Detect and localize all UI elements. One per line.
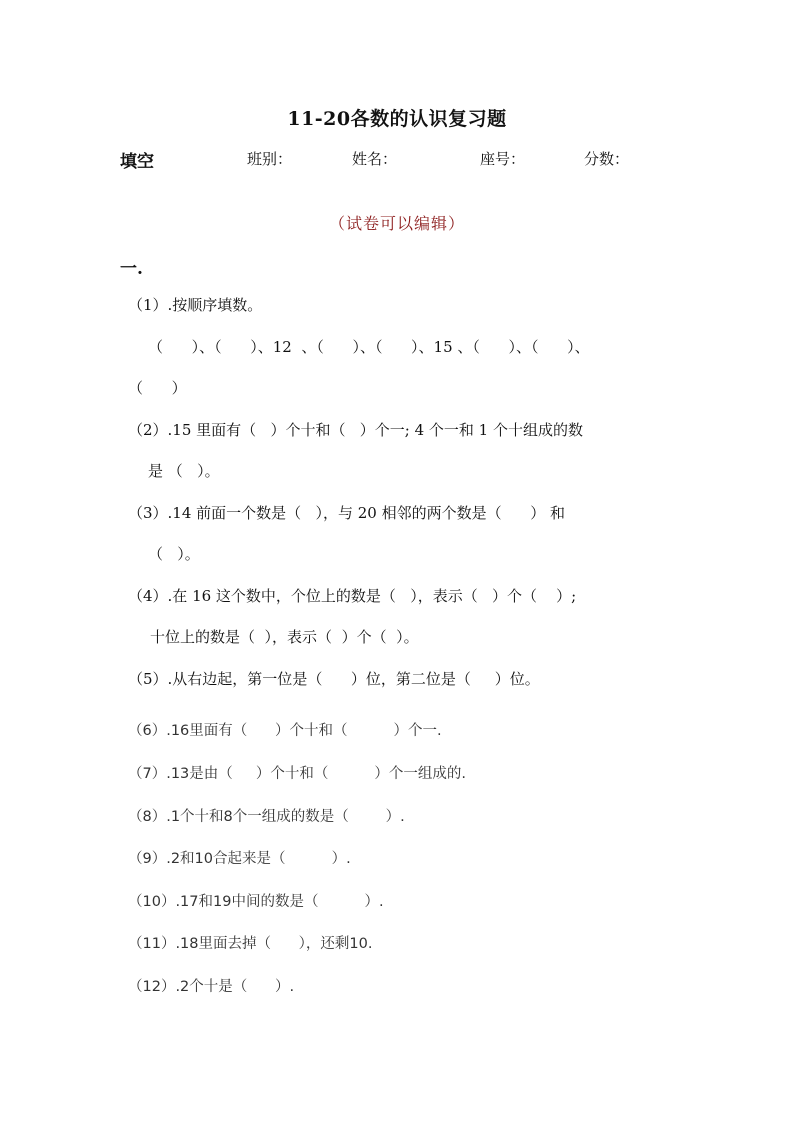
- question-9: （9）.2和10合起来是（ ）.: [128, 851, 351, 867]
- question-2: （2）.15 里面有（ ）个十和（ ）个一; 4 个一和 1 个十组成的数: [128, 421, 583, 439]
- question-4: （4）.在 16 这个数中，个位上的数是（ ），表示（ ）个（ ）;: [128, 587, 577, 605]
- question-10: （10）.17和19中间的数是（ ）.: [128, 894, 384, 910]
- question-4-continued: 十位上的数是（ ），表示（ ）个（ ）。: [150, 628, 419, 646]
- question-12: （12）.2个十是（ ）.: [128, 979, 295, 995]
- question-3-continued: （ ）。: [148, 545, 200, 563]
- question-7: （7）.13是由（ ）个十和（ ）个一组成的.: [128, 766, 467, 782]
- question-6: （6）.16里面有（ ）个十和（ ）个一.: [128, 723, 442, 739]
- student-info-row: [0, 148, 794, 172]
- question-1-sequence: （ ）、（ ）、12 、（ ）、（ ）、15 、（ ）、（ ）、: [148, 338, 590, 356]
- class-label: 班别：: [247, 150, 293, 168]
- section-label: 填空: [120, 152, 154, 172]
- page-title: 11-20各数的认识复习题: [287, 108, 507, 130]
- question-3: （3）.14 前面一个数是（ ），与 20 相邻的两个数是（ ） 和: [128, 504, 565, 522]
- seat-number-label: 座号：: [480, 150, 526, 168]
- question-1-title: （1）.按顺序填数。: [128, 296, 263, 314]
- question-11: （11）.18里面去掉（ ），还剩10.: [128, 936, 373, 952]
- question-8: （8）.1个十和8个一组成的数是（ ）.: [128, 809, 405, 825]
- question-5: （5）.从右边起，第一位是（ ）位，第二位是（ ）位。: [128, 670, 540, 688]
- score-label: 分数：: [584, 150, 630, 168]
- editable-note: （试卷可以编辑）: [328, 214, 465, 233]
- question-1-sequence-continued: （ ）: [128, 379, 187, 397]
- part-heading: 一.: [120, 259, 143, 279]
- question-2-continued: 是 （ ）。: [148, 462, 220, 480]
- name-label: 姓名：: [352, 150, 398, 168]
